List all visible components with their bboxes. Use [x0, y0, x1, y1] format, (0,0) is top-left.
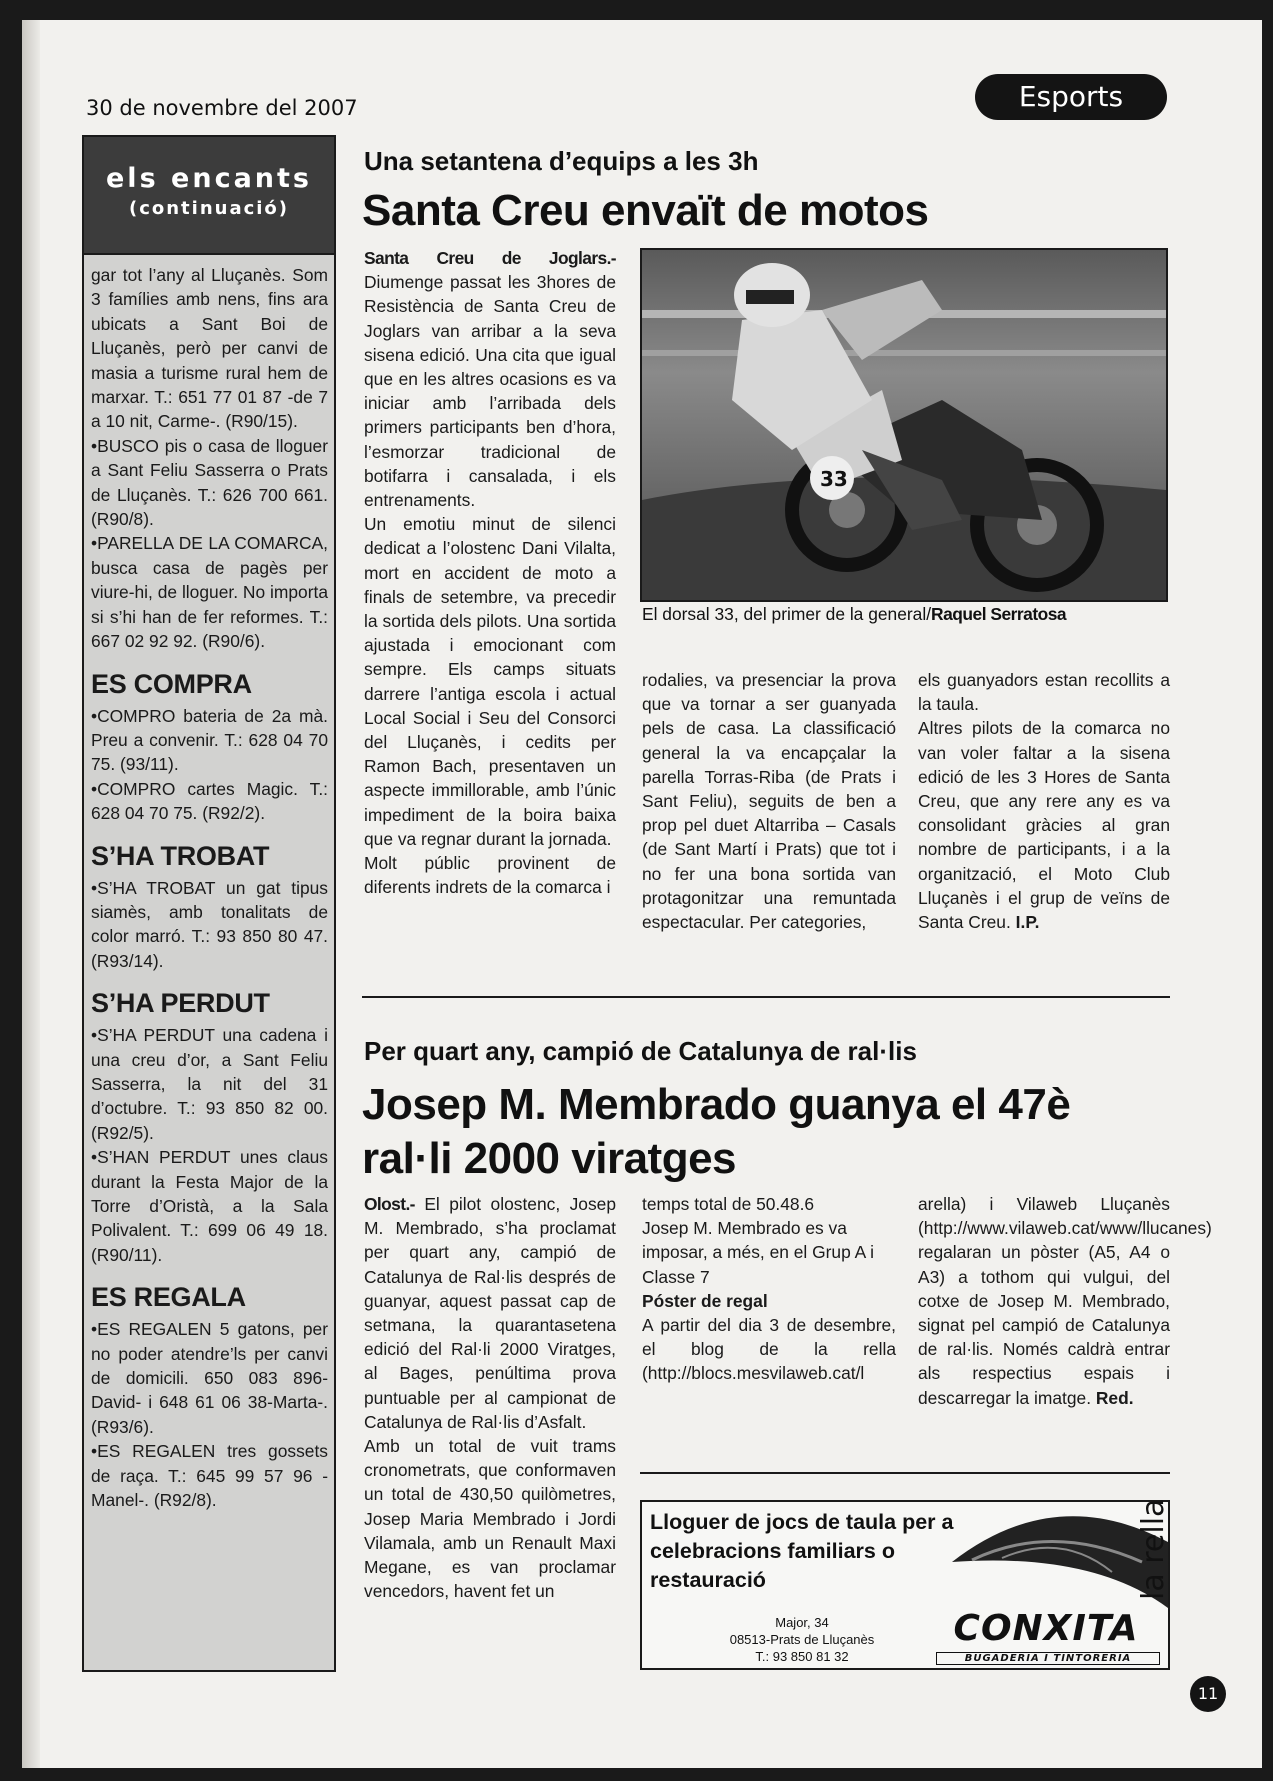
article2-column-1 [364, 1192, 616, 1603]
ad-title: Lloguer de jocs de taula per a celebracions familiars o restauració [650, 1510, 954, 1592]
article2-headline-line-2: ral·li 2000 viratges [362, 1134, 737, 1183]
article2-paragraph: El pilot olostenc, Josep M. Membrado, s’ha proclamat per quart any, campió de Catalunya de Ral·lis després de guanyar, aquest passat cap de setmana, la quarantasetena edició del Ral·li 2000 Viratges, al Bages, penúltima prova puntuable per al campionat de Catalunya de Ral·lis d’Asfalt. [364, 1194, 616, 1432]
article2-subhead: Póster de regal [642, 1290, 768, 1311]
section-label: Esports [975, 74, 1167, 120]
classified-item: •ES REGALEN 5 gatons, per no poder atendre’ls per canvi de domicili. 650 083 896-David- i 648 61 06 38-Marta-. (R93/6). [91, 1319, 328, 1437]
classified-item: •COMPRO cartes Magic. T.: 628 04 70 75. (R92/2). [91, 778, 328, 824]
motocross-rider-illustration [642, 250, 1166, 600]
photo-caption [642, 604, 1170, 625]
article2-column-3 [918, 1192, 1212, 1410]
article2-column-2 [642, 1192, 896, 1386]
race-bib-number: 33 [820, 467, 848, 491]
article2-headline [362, 1078, 1070, 1186]
ad-brand-logo: CONXITA [953, 1608, 1139, 1649]
ad-divider [640, 1472, 1170, 1474]
ad-phone: T.: 93 850 81 32 [755, 1649, 849, 1664]
classified-item: •PARELLA DE LA COMARCA, busca casa de pagès per viure-hi, de lloguer. No importa si s’hi han de fer reformes. T.: 667 02 92 92. (R90/6). [91, 533, 328, 652]
classified-item: •BUSCO pis o casa de lloguer a Sant Feliu Sasserra o Prats de Lluçanès. T.: 626 700 661. (R90/8). [91, 435, 328, 530]
ad-address [682, 1614, 922, 1665]
classified-item: •S’HAN PERDUT unes claus durant la Festa Major de la Torre d’Oristà, a la Sala Polivalent. T.: 699 06 49 18. (R90/11). [91, 1147, 328, 1265]
motocross-photo [640, 248, 1168, 602]
classifieds-title: els encants [106, 163, 312, 194]
page-number: 11 [1190, 1676, 1226, 1712]
article1-column-1 [364, 246, 616, 899]
ad-postal-code: 08513-Prats de Lluçanès [729, 1632, 875, 1647]
article1-paragraph: rodalies, va presenciar la prova que va tornar a ser guanyada pels de casa. La classificació general la va encapçalar la parella Torras-Riba (de Prats i Sant Feliu), seguits de ben a prop pel duet Altarriba – Casals (de Sant Martí i Prats) que tot i no fer una bona sortida van protagonitzar una remuntada espectacular. Per categories, [642, 670, 896, 933]
classified-heading-perdut: S’HA PERDUT [91, 988, 270, 1019]
article2-headline-line-1: Josep M. Membrado guanya el 47è [362, 1080, 1071, 1129]
newspaper-page [22, 20, 1262, 1768]
article1-signature: I.P. [1015, 912, 1040, 933]
caption-text: El dorsal 33, del primer de la general/ [642, 604, 932, 624]
conxita-advertisement [640, 1500, 1170, 1670]
ad-street: Major, 34 [775, 1615, 829, 1630]
article2-paragraph: Amb un total de vuit trams cronometrats, que conformaven un total de 430,50 quilòmetres, Josep Maria Membrado i Jordi Vilamala, amb un Renault Maxi Megane, es van proclamar vencedors, havent fet un [364, 1436, 616, 1602]
classifieds-column [82, 135, 336, 1672]
article1-paragraph: Diumenge passat les 3hores de Resistència de Santa Creu de Joglars van arribar a la seva sisena edició. Una cita que igual que en les altres ocasions es va iniciar amb l’arribada dels primers participants ben d’hora, l’esmorzar tradicional de botifarra i cansalada, i els entrenaments. [364, 272, 616, 511]
article2-kicker: Per quart any, campió de Catalunya de ral·lis [364, 1036, 917, 1066]
classifieds-header [84, 137, 334, 255]
classified-item: •S’HA TROBAT un gat tipus siamès, amb tonalitats de color marró. T.: 93 850 80 47. (R93/14). [91, 877, 328, 971]
umbrella-icon [942, 1502, 1168, 1608]
article1-paragraph: Altres pilots de la comarca no van voler faltar a la sisena edició de les 3 Hores de Santa Creu, que any rere any es va consolidant gràcies al gran nombre de participants, i a la organització, el Moto Club Lluçanès i el grup de veïns de Santa Creu. [918, 718, 1170, 933]
classified-item: •S’HA PERDUT una cadena i una creu d’or, a Sant Feliu Sasserra, la nit del 31 d’octubre. T.: 93 850 82 00. (R92/5). [91, 1025, 328, 1143]
page-binding-shadow [22, 20, 40, 1768]
article1-kicker: Una setantena d’equips a les 3h [364, 146, 759, 176]
classified-heading-trobat: S’HA TROBAT [91, 840, 270, 871]
classified-heading-compra: ES COMPRA [91, 668, 252, 699]
article2-dateline: Olost.- [364, 1194, 415, 1214]
publication-masthead: la rella [1136, 1498, 1171, 1600]
article1-paragraph: Molt públic provinent de diferents indrets de la comarca i [364, 853, 616, 898]
article2-paragraph: Josep M. Membrado es va imposar, a més, en el Grup A i Classe 7 [642, 1218, 874, 1287]
article2-paragraph: arella) i Vilaweb Lluçanès (http://www.vilaweb.cat/www/llucanes) regalaran un pòster (A5, A4 o A3) a tothom qui vulgui, del cotxe de Josep M. Membrado, signat pel campió de Catalunya de ral·lis. Només caldrà entrar als respectius espais i descarregar la imatge. [918, 1194, 1212, 1408]
classified-item: •ES REGALEN tres gossets de raça. T.: 645 99 57 96 -Manel-. (R92/8). [91, 1441, 328, 1511]
article1-column-2 [642, 668, 896, 934]
classified-item: gar tot l’any al Lluçanès. Som 3 famílies amb nens, fins ara ubicats a Sant Boi de Lluçanès, però per canvi de masia a turisme rural hem de marxar. T.: 651 77 01 87 -de 7 a 10 nit, Carme-. (R90/15). [91, 265, 328, 432]
ad-brand-tagline: BUGADERIA I TINTORERIA [936, 1652, 1160, 1665]
article2-signature: Red. [1095, 1387, 1134, 1408]
article2-paragraph: temps total de 50.48.6 [642, 1194, 815, 1214]
article1-paragraph: els guanyadors estan recollits a la taula. [918, 670, 1170, 715]
article1-paragraph: Un emotiu minut de silenci dedicat a l’olostenc Dani Vilalta, mort en accident de moto a finals de setembre, va precedir la sortida dels pilots. Una sortida ajustada i emocionant com sempre. Els camps situats darrere l’antiga escola i actual Local Social i Seu del Consorci del Lluçanès, i cedits per Ramon Bach, presentaven un aspecte immillorable, amb l’únic impediment de la boira baixa que va regnar durant la jornada. [364, 514, 616, 849]
article2-paragraph: A partir del dia 3 de desembre, el blog de la rella (http://blocs.mesvilaweb.cat/l [642, 1315, 896, 1384]
issue-date: 30 de novembre del 2007 [86, 96, 358, 120]
article1-column-3 [918, 668, 1170, 934]
photo-credit: Raquel Serratosa [931, 604, 1067, 624]
classified-item: •COMPRO bateria de 2a mà. Preu a convenir. T.: 628 04 70 75. (93/11). [91, 705, 328, 775]
classifieds-body [84, 255, 334, 1512]
classified-heading-regala: ES REGALA [91, 1282, 246, 1313]
article-divider [362, 996, 1170, 998]
article1-dateline: Santa Creu de Joglars.- [364, 248, 616, 268]
classifieds-subtitle: (continuació) [128, 198, 290, 219]
article1-headline: Santa Creu envaït de motos [362, 186, 929, 235]
